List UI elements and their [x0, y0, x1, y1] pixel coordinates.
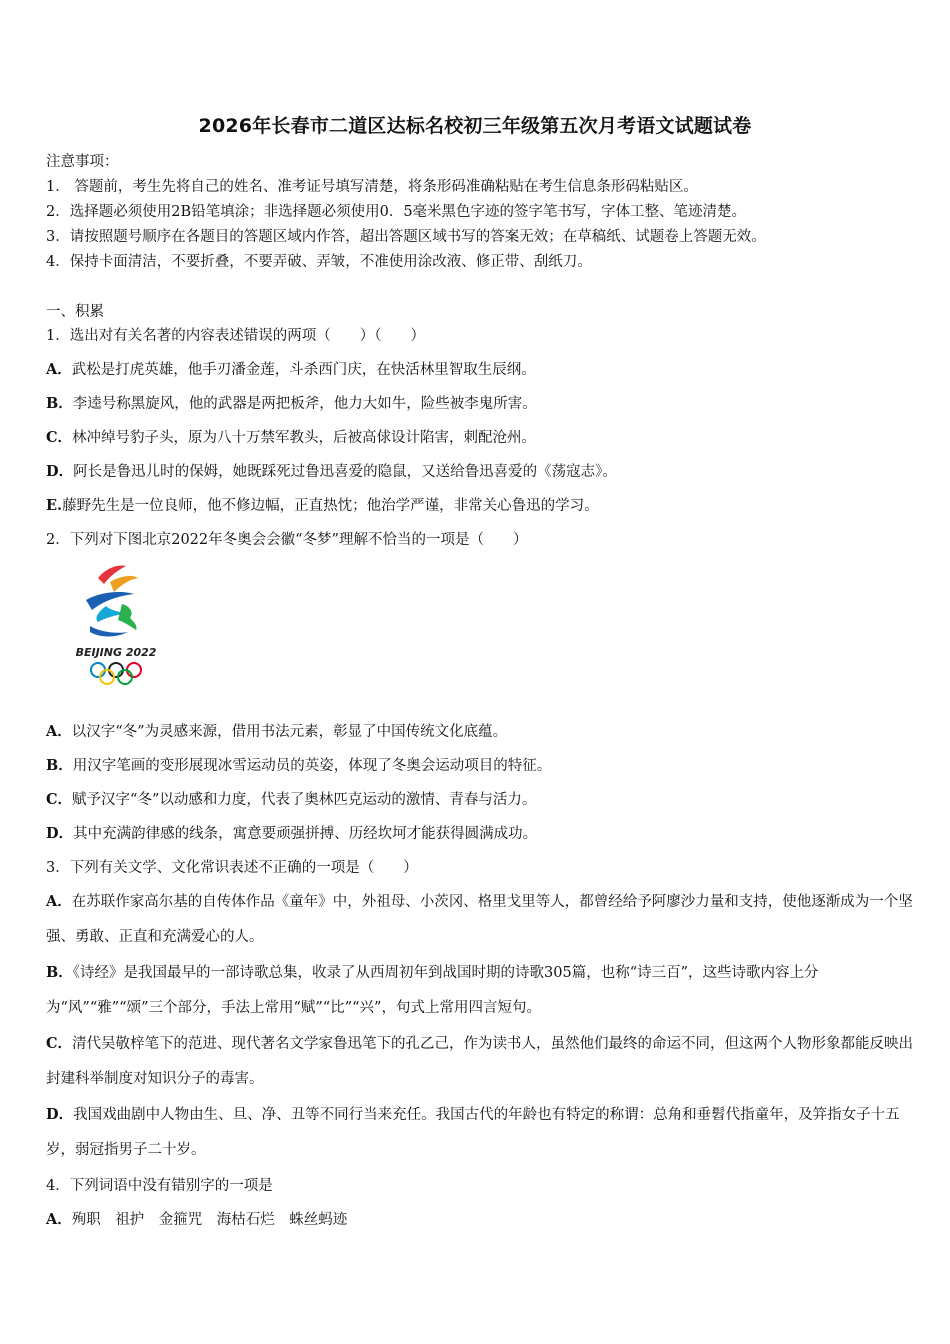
option-key: B．	[46, 395, 73, 412]
option-d	[46, 1097, 916, 1168]
option-key: B．	[46, 964, 73, 981]
option-key: C．	[46, 429, 73, 446]
option-a	[46, 722, 916, 742]
option-e	[46, 496, 916, 516]
option-text: 藤野先生是一位良师，他不修边幅，正直热忱；他治学严谨，非常关心鲁迅的学习。	[62, 498, 599, 514]
option-key: B．	[46, 757, 73, 774]
question-stem: 4．下列词语中没有错别字的一项是	[46, 1178, 273, 1194]
olympic-rings-icon	[91, 663, 141, 684]
option-c	[46, 428, 916, 448]
beijing-2022-emblem	[76, 560, 156, 690]
option-text: 在苏联作家高尔基的自传体作品《童年》中，外祖母、小茨冈、格里戈里等人，都曾经给予阿廖沙力量和支持，使他逐渐成为一个坚强、勇敢、正直和充满爱心的人。	[46, 894, 913, 945]
option-key: C．	[46, 791, 73, 808]
option-d	[46, 824, 916, 844]
option-text: 以汉字“冬”为灵感来源，借用书法元素，彰显了中国传统文化底蕴。	[71, 724, 508, 740]
exam-title: 2026年长春市二道区达标名校初三年级第五次月考语文试题试卷	[198, 115, 752, 137]
notice-heading: 注意事项：	[46, 154, 119, 170]
option-text: 我国戏曲剧中人物由生、旦、净、丑等不同行当来充任。我国古代的年龄也有特定的称谓：总角和垂髫代指童年，及笄指女子十五岁，弱冠指男子二十岁。	[46, 1107, 900, 1158]
option-a	[46, 884, 916, 955]
option-a	[46, 1210, 916, 1230]
option-text: 阿长是鲁迅儿时的保姆，她既踩死过鲁迅喜爱的隐鼠，又送给鲁迅喜爱的《荡寇志》。	[73, 464, 617, 480]
notice-item: 2．选择题必须使用2B铅笔填涂；非选择题必须使用0．5毫米黑色字迹的签字笔书写，字体工整、笔迹清楚。	[46, 204, 747, 220]
option-text: 武松是打虎英雄，他手刃潘金莲，斗杀西门庆，在快活林里智取生辰纲。	[71, 362, 536, 378]
option-key: A．	[46, 723, 72, 740]
option-key: E.	[46, 497, 63, 514]
option-b	[46, 394, 916, 414]
question-stem: 1．选出对有关名著的内容表述错误的两项（ ）（ ）	[46, 328, 425, 344]
option-a	[46, 360, 916, 380]
notice-item: 3．请按照题号顺序在各题目的答题区域内作答，超出答题区域书写的答案无效；在草稿纸、试题卷上答题无效。	[46, 229, 766, 245]
section-heading: 一、积累	[46, 304, 104, 320]
option-text: 《诗经》是我国最早的一部诗歌总集，收录了从西周初年到战国时期的诗歌305篇，也称“诗三百”，这些诗歌内容上分为“风”“雅”“颂”三个部分，手法上常用“赋”“比”“兴”，句式上常用四言短句。	[46, 965, 819, 1016]
option-key: A．	[46, 1211, 72, 1228]
question-stem: 2．下列对下图北京2022年冬奥会会徽“冬梦”理解不恰当的一项是（ ）	[46, 532, 528, 548]
option-key: D．	[46, 825, 74, 842]
option-text: 殉职 祖护 金箍咒 海枯石烂 蛛丝蚂迹	[71, 1212, 348, 1228]
question-stem: 3．下列有关文学、文化常识表述不正确的一项是（ ）	[46, 860, 418, 876]
option-c	[46, 790, 916, 810]
option-text: 其中充满韵律感的线条，寓意要顽强拼搏、历经坎坷才能获得圆满成功。	[73, 826, 538, 842]
option-text: 用汉字笔画的变形展现冰雪运动员的英姿，体现了冬奥会运动项目的特征。	[72, 758, 552, 774]
option-key: A．	[46, 361, 72, 378]
option-text: 赋予汉字“冬”以动感和力度，代表了奥林匹克运动的激情、青春与活力。	[72, 792, 537, 808]
option-key: A．	[46, 893, 72, 910]
notice-item: 1． 答题前，考生先将自己的姓名、准考证号填写清楚，将条形码准确粘贴在考生信息条形码粘贴区。	[46, 179, 698, 195]
option-key: D．	[46, 1106, 74, 1123]
notice-item: 4．保持卡面清洁，不要折叠，不要弄破、弄皱，不准使用涂改液、修正带、刮纸刀。	[46, 254, 592, 270]
option-text: 林冲绰号豹子头，原为八十万禁军教头，后被高俅设计陷害，刺配沧州。	[72, 430, 537, 446]
option-b	[46, 756, 916, 776]
dong-emblem-icon	[86, 566, 138, 637]
option-key: C．	[46, 1035, 73, 1052]
option-c	[46, 1026, 916, 1097]
option-d	[46, 462, 916, 482]
option-key: D．	[46, 463, 74, 480]
option-text: 清代吴敬梓笔下的范进、现代著名文学家鲁迅笔下的孔乙己，作为读书人，虽然他们最终的命运不同，但这两个人物形象都能反映出封建科举制度对知识分子的毒害。	[46, 1036, 914, 1087]
option-b	[46, 955, 916, 1026]
option-text: 李逵号称黑旋风，他的武器是两把板斧，他力大如牛，险些被李鬼所害。	[72, 396, 537, 412]
emblem-caption: BEIJING 2022	[76, 646, 156, 659]
